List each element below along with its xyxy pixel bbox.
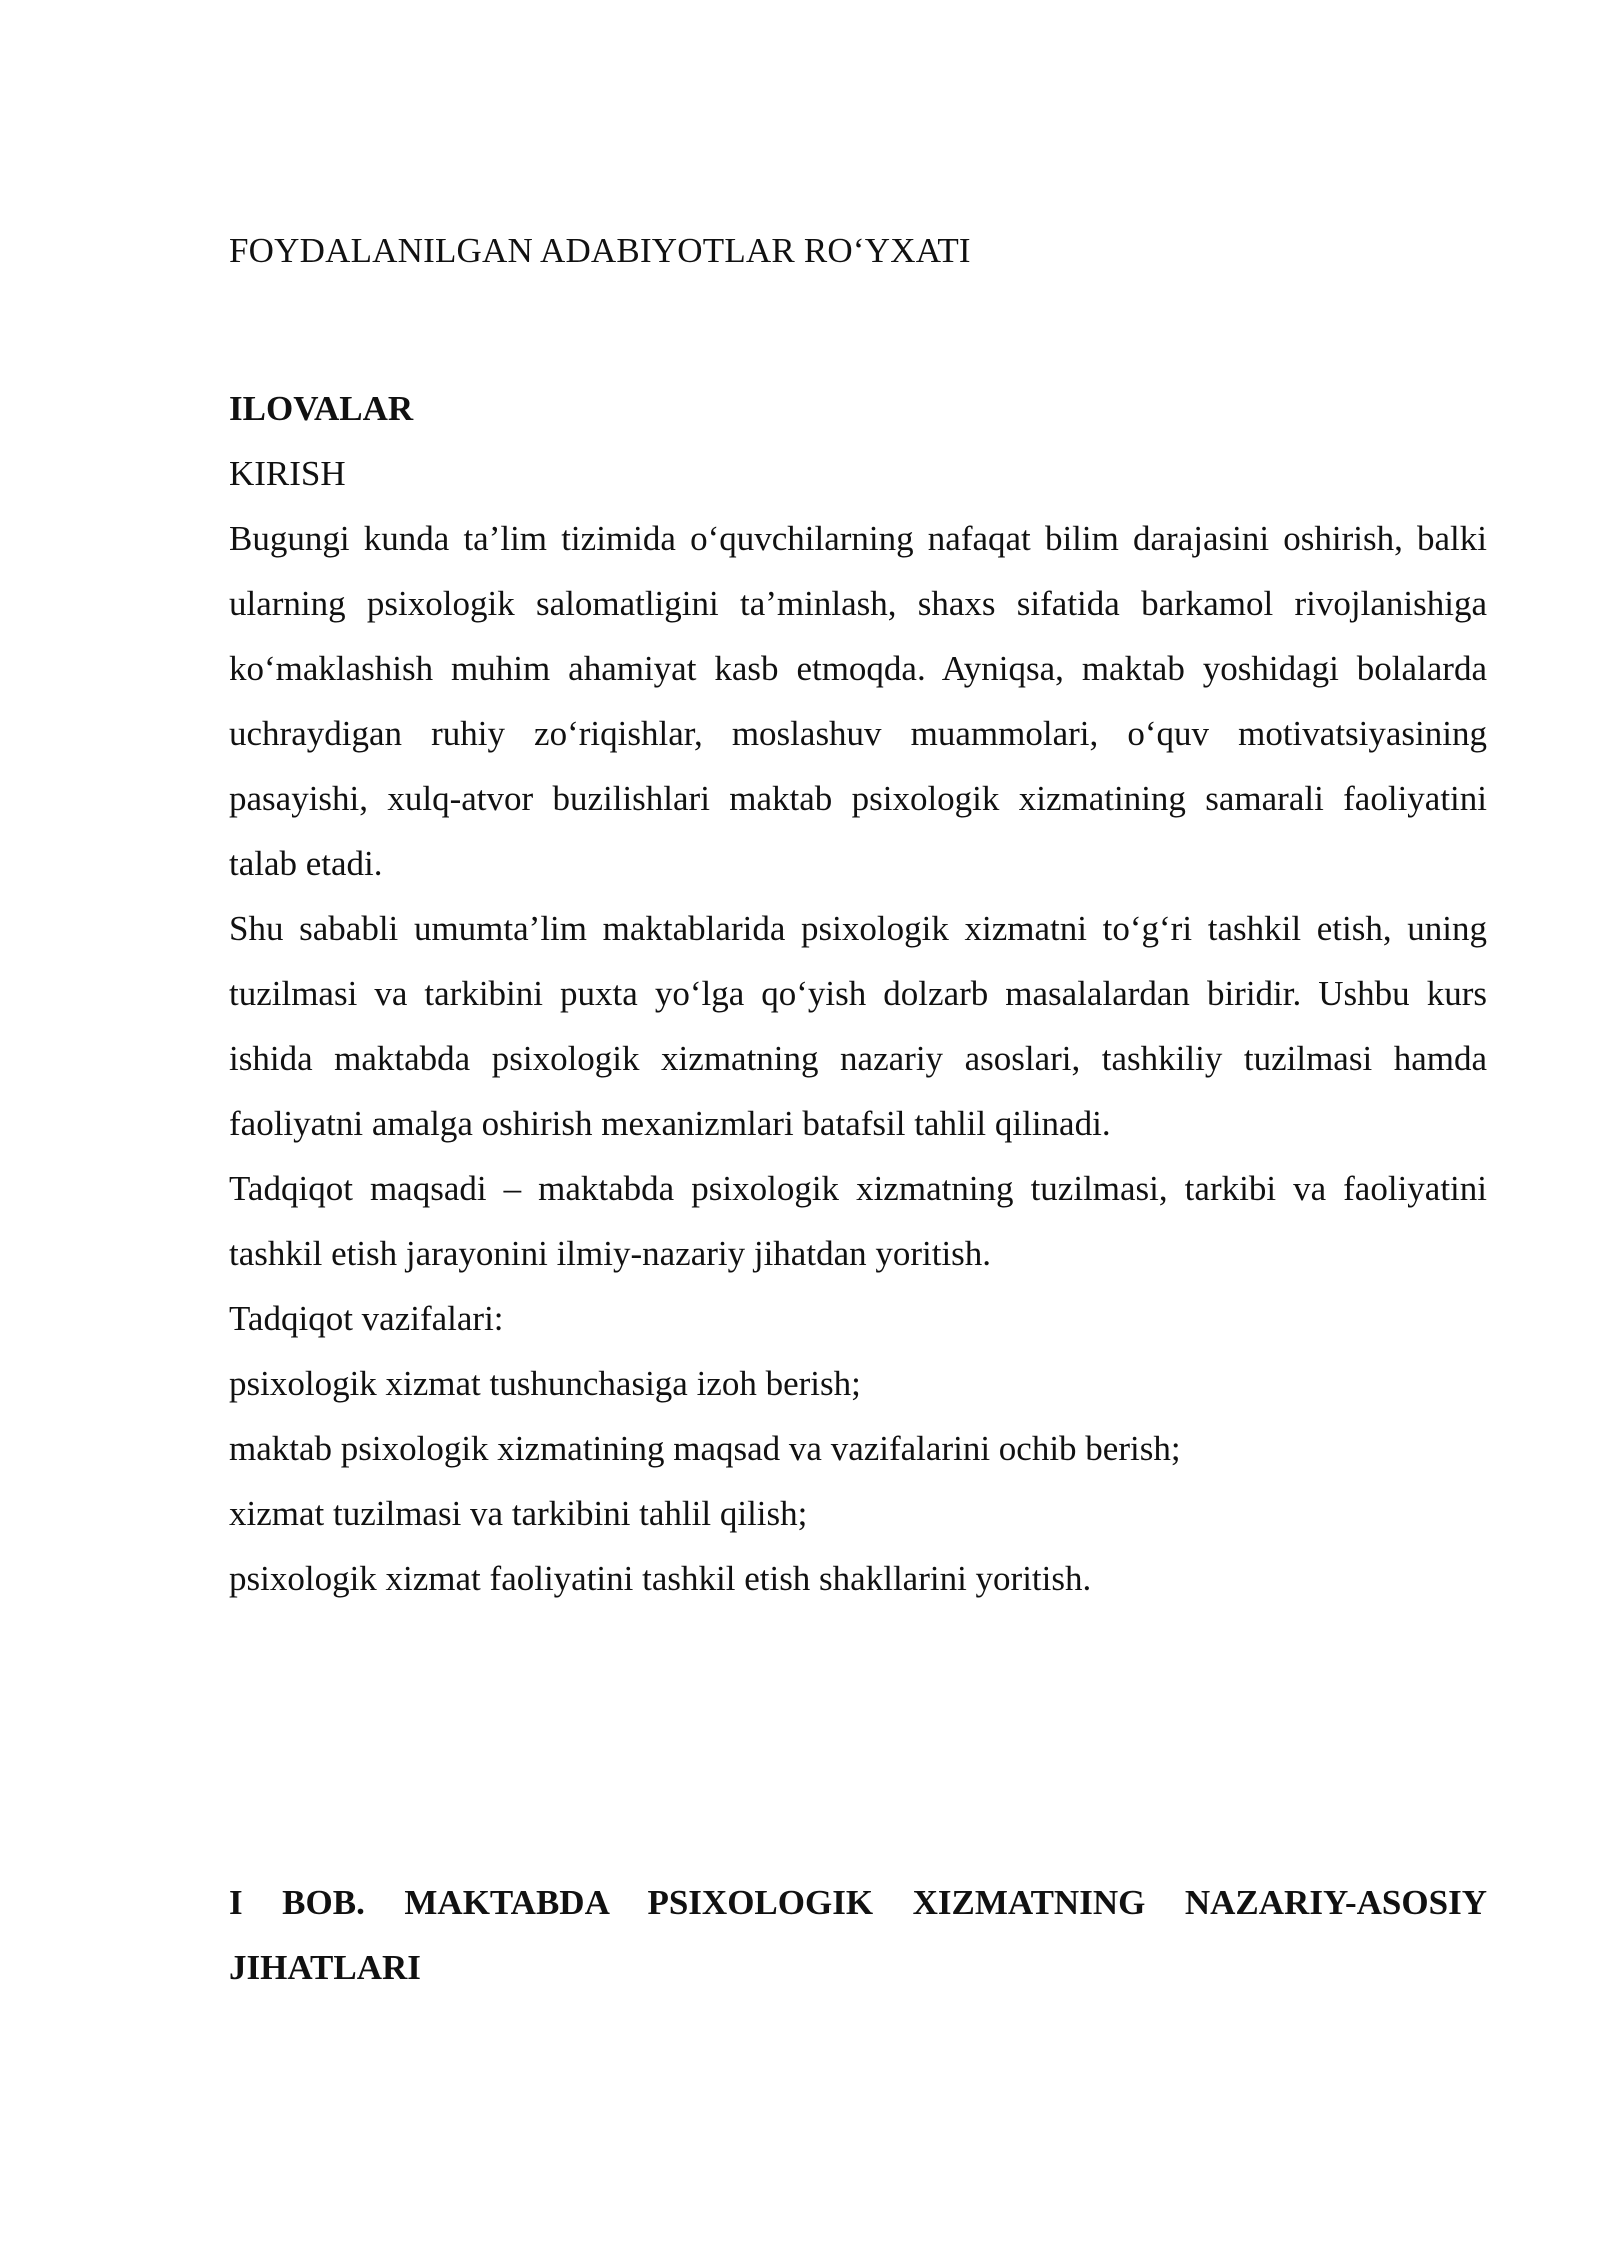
research-task-item: xizmat tuzilmasi va tarkibini tahlil qilish; (229, 1494, 808, 1533)
appendix-heading: ILOVALAR (229, 389, 414, 428)
research-task-item: maktab psixologik xizmatining maqsad va vazifalarini ochib berish; (229, 1429, 1181, 1468)
chapter-heading-line-1: I BOB. MAKTABDA PSIXOLOGIK XIZMATNING NAZARIY-ASOSIY (229, 1883, 1487, 1922)
research-task-item: psixologik xizmat faoliyatini tashkil etish shakllarini yoritish. (229, 1559, 1092, 1598)
intro-paragraph-1: Bugungi kunda ta’lim tizimida o‘quvchilarning nafaqat bilim darajasini oshirish, balki ularning psixologik salomatligini ta’minlash, shaxs sifatida barkamol rivojlanishiga ko‘maklashish muhim ahamiyat kasb etmoqda. Ayniqsa, maktab yoshidagi bolalarda uchraydigan ruhiy zo‘riqishlar, moslashuv muammolari, o‘quv motivatsiyasining pasayishi, xulq-atvor buzilishlari maktab psixologik xizmatining samarali faoliyatini talab etadi. (229, 519, 1487, 883)
research-task-item: psixologik xizmat tushunchasiga izoh berish; (229, 1364, 861, 1403)
introduction-heading: KIRISH (229, 454, 346, 493)
research-tasks-label: Tadqiqot vazifalari: (229, 1299, 504, 1338)
references-title: FOYDALANILGAN ADABIYOTLAR RO‘YXATI (229, 231, 971, 270)
main-text-block (229, 376, 1487, 1611)
intro-paragraph-2: Shu sababli umumta’lim maktablarida psixologik xizmatni to‘g‘ri tashkil etish, uning tuzilmasi va tarkibini puxta yo‘lga qo‘yish dolzarb masalalardan biridir. Ushbu kurs ishida maktabda psixologik xizmatning nazariy asoslari, tashkiliy tuzilmasi hamda faoliyatni amalga oshirish mexanizmlari batafsil tahlil qilinadi. (229, 909, 1487, 1143)
research-goal-paragraph: Tadqiqot maqsadi – maktabda psixologik xizmatning tuzilmasi, tarkibi va faoliyatini tashkil etish jarayonini ilmiy-nazariy jihatdan yoritish. (229, 1169, 1487, 1273)
chapter-heading-line-2: JIHATLARI (229, 1948, 421, 1987)
chapter-heading (229, 1870, 1487, 2000)
